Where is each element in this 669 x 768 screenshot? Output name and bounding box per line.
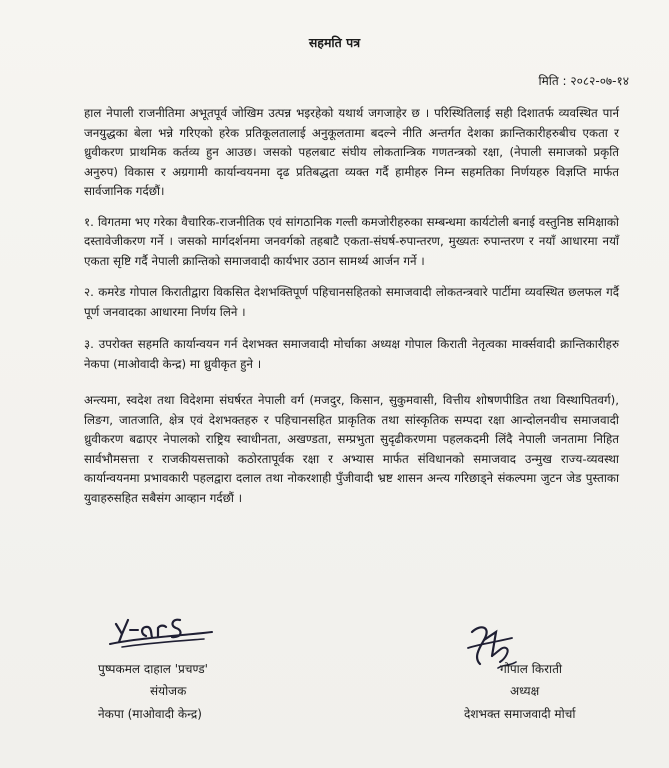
- signatory-left-name: पुष्पकमल दाहाल 'प्रचण्ड': [98, 662, 208, 676]
- agreement-point-1: १. विगतमा भए गरेका वैचारिक-राजनीतिक एवं सांगठानिक गल्ती कमजोरीहरुका सम्बन्धमा कार्यटोली बनाई वस्तुनिष्ठ समिक्षाको दस्तावेजीकरण गर्ने । जसको मार्गदर्शनमा जनवर्गको तहबाटै एकता-संघर्ष-रुपान्तरण, मुख्यतः रुपान्तरण र नयाँ आधारमा नयाँ एकता सृष्टि गर्दै नेपाली क्रान्तिको समाजवादी कार्यभार उठान सामर्थ्य आर्जन गर्ने ।: [84, 214, 619, 268]
- closing-paragraph: अन्त्यमा, स्वदेश तथा विदेशमा संघर्षरत नेपाली वर्ग (मजदुर, किसान, सुकुमवासी, वित्तीय शोषणपीडित तथा विस्थापितवर्ग), लिङग, जातजाति, क्षेत्र एवं देशभक्तहरु र पहिचानसहित प्राकृतिक तथा सांस्कृतिक सम्पदा रक्षा आन्दोलनवीच समाजवादी ध्रुवीकरण बढाएर नेपालको राष्ट्रिय स्वाधीनता, अखण्डता, सम्प्रभुता सुदृढीकरणमा पहलकदमी लिंदै नेपाली जनतामा निहित सार्वभौमसत्ता र राजकीयसत्ताको कठोरतापूर्वक रक्षा र अभ्यास मार्फत संविधानको समाजवाद उन्मुख राज्य-व्यवस्था कार्यान्वयनमा प्रभावकारी पहलद्वारा दलाल तथा नोकरशाही पुँजीवादी भ्रष्ट शासन अन्त्य गरिछाड्ने संकल्पमा जुटन जेड पुस्ताका युवाहरुसहित सबैसंग आव्हान गर्दछौं ।: [84, 393, 619, 505]
- signatory-right-name: गोपाल किराती: [500, 662, 563, 676]
- signature-prachanda: [108, 610, 218, 648]
- document-date: मिति : २०८२-०७-१४: [538, 74, 629, 88]
- intro-paragraph: हाल नेपाली राजनीतिमा अभूतपूर्व जोखिम उत्पन्न भइरहेको यथार्थ जगजाहेर छ । परिस्थितिलाई सही दिशातर्फ व्यवस्थित पार्न जनयुद्धका बेला भन्ने गरिएको हरेक प्रतिकूलतालाई अनुकूलतामा बदल्ने नीति अन्तर्गत देशका क्रान्तिकारीहरुबीच एकता र ध्रुवीकरण प्राथमिक कर्तव्य हुन आउछ। जसको पहलबाट संघीय लोकतान्त्रिक गणतन्त्रको रक्षा, (नेपाली समाजको प्रकृति अनुरुप) विकास र अग्रगामी कार्यान्वयनमा दृढ प्रतिबद्धता व्यक्त गर्दै हामीहरु निम्न सहमतिका निर्णयहरु विज्ञप्ति मार्फत सार्वजानिक गर्दछौं।: [84, 106, 619, 198]
- document-body: [84, 104, 619, 508]
- signatory-right-role: अध्यक्ष: [510, 684, 540, 698]
- agreement-point-3: ३. उपरोक्त सहमति कार्यान्वयन गर्न देशभक्त समाजवादी मोर्चाका अध्यक्ष गोपाल किराती नेतृत्वका मार्क्सवादी क्रान्तिकारीहरु नेकपा (माओवादी केन्द्र) मा ध्रुवीकृत हुने ।: [84, 337, 619, 371]
- document-title: सहमति पत्र: [308, 35, 361, 50]
- signatory-right-organization: देशभक्त समाजवादी मोर्चा: [464, 707, 576, 721]
- signatory-left-organization: नेकपा (माओवादी केन्द्र): [98, 707, 202, 721]
- signatory-left-role: संयोजक: [150, 684, 187, 698]
- agreement-point-2: २. कमरेड गोपाल किरातीद्वारा विकसित देशभक्तिपूर्ण पहिचानसहितको समाजवादी लोकतन्त्रवारे पार्टीमा व्यवस्थित छलफल गर्दै पूर्ण जनवादका आधारमा निर्णय लिने ।: [84, 285, 619, 319]
